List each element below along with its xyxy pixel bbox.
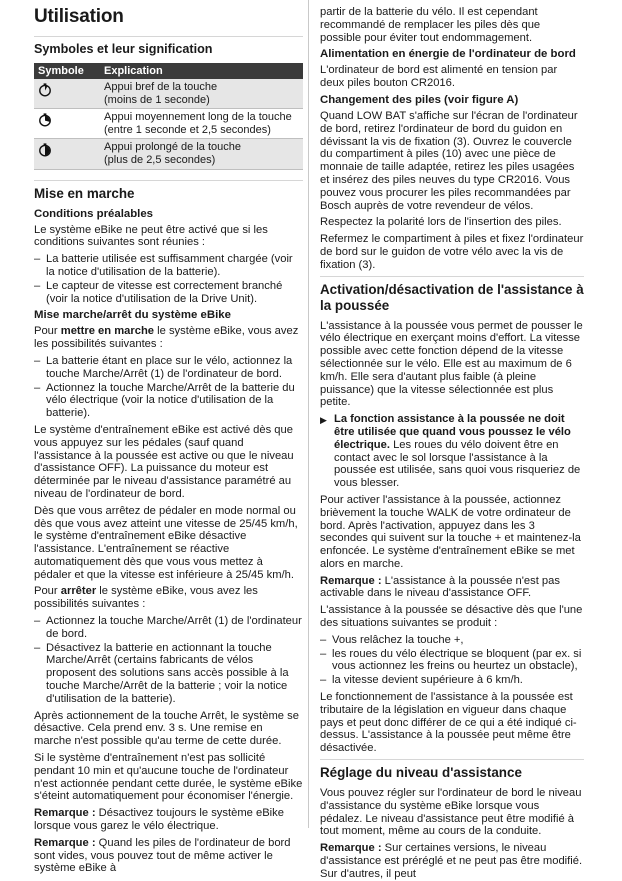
paragraph: Pour activer l'assistance à la poussée, actionnez brièvement la touche WALK de votre ordinateur de bord. Après l'activation, appuyez dans les 3 secondes qui suivent sur la touche + et maintenez-la enfoncée. Le système d'entraînement eBike se met alors en marche. [320, 493, 581, 570]
divider [34, 36, 303, 37]
section-heading-assist-level: Réglage du niveau d'assistance [320, 765, 522, 781]
explanation-line: Appui moyennement long de la touche [104, 111, 292, 124]
explanation-line: (moins de 1 seconde) [104, 93, 210, 106]
paragraph: Pour arrêter le système eBike, vous avez les possibilités suivantes : [34, 585, 258, 611]
divider [320, 276, 584, 277]
paragraph: Le système d'entraînement eBike est activé dès que vous appuyez sur les pédales (sauf quand l'assistance à la poussée est active ou que le niveau d'assistance OFF). La puissance du moteur est déterminée par le niveau d'assistance paramétré au niveau de l'ordinateur de bord. [34, 423, 294, 500]
subheading-on-off: Mise marche/arrêt du système eBike [34, 309, 231, 322]
section-heading-mise-en-marche: Mise en marche [34, 185, 135, 201]
list-item: – Le capteur de vitesse est correctement branché (voir la notice d'utilisation de la Drive Unit). [34, 280, 303, 306]
switch-on-list [34, 355, 303, 420]
list-item: – Actionnez la touche Marche/Arrêt de la batterie du vélo électrique (voir la notice d'utilisation de la batterie). [34, 382, 303, 420]
symbols-table-header [34, 63, 303, 79]
paragraph: Si le système d'entraînement n'est pas sollicité pendant 10 min et qu'aucune touche de l'ordinateur n'est actionnée pendant cette durée, le système eBike s'éteint automatiquement pour économiser l'énergie. [34, 752, 303, 803]
paragraph: Vous pouvez régler sur l'ordinateur de bord le niveau d'assistance du système eBike lorsque vous pédalez. Le niveau d'assistance peut être modifié à tout moment, même au cours de la conduite. [320, 787, 582, 838]
medium-press-icon [38, 113, 52, 127]
paragraph: L'assistance à la poussée vous permet de pousser le vélo électrique en exerçant moins d'effort. La vitesse possible avec cette fonction dépend de la vitesse sélectionnée sur le vélo. Elle est au maximum de 6 km/h. Elle sera d'autant plus faible (à pleine puissance) que la vitesse sélectionnée est plus petite. [320, 319, 583, 409]
warning-paragraph: ▶ La fonction assistance à la poussée ne doit être utilisée que quand vous poussez le vélo électrique. Les roues du vélo doivent être en contact avec le sol lorsque l'assistance à la poussée est utilisée, sans quoi vous risqueriez de vous blesser. [320, 413, 584, 490]
paragraph: L'assistance à la poussée se désactive dès que l'une des situations suivantes se produit : [320, 604, 583, 630]
list-item: – La batterie étant en place sur le vélo, actionnez la touche Marche/Arrêt (1) de l'ordinateur de bord. [34, 355, 303, 381]
divider [320, 759, 584, 760]
section-heading-push-assist: Activation/désactivation de l'assistance à la poussée [320, 281, 584, 313]
remark: Remarque : L'assistance à la poussée n'est pas activable dans le niveau d'assistance OFF. [320, 574, 560, 600]
paragraph: Pour mettre en marche le système eBike, vous avez les possibilités suivantes : [34, 325, 299, 351]
column-divider [308, 0, 309, 828]
table-row [34, 79, 303, 109]
subheading-battery-change: Changement des piles (voir figure A) [320, 93, 519, 106]
remark: Remarque : Sur certaines versions, le niveau d'assistance est préréglé et ne peut pas être modifié. Sur d'autres, il peut [320, 842, 583, 880]
paragraph: Le système eBike ne peut être activé que si les conditions suivantes sont réunies : [34, 223, 268, 249]
remark: Remarque : Quand les piles de l'ordinateur de bord sont vides, vous pouvez tout de même activer le système eBike à [34, 836, 291, 875]
explanation-line: Appui bref de la touche [104, 81, 218, 93]
paragraph: Respectez la polarité lors de l'insertion des piles. [320, 216, 562, 229]
long-press-icon [38, 143, 52, 157]
short-press-icon [38, 83, 52, 97]
paragraph: Dès que vous arrêtez de pédaler en mode normal ou dès que vous avez atteint une vitesse de 25/45 km/h, le système d'entraînement eBike désactive l'assistance. L'entraînement se réactive automatiquement dès que vous vous mettez à pédaler et que la vitesse est inférieure à 25/45 km/h. [34, 504, 298, 581]
paragraph: Le fonctionnement de l'assistance à la poussée est tributaire de la législation en vigueur dans chaque pays et peut donc différer de ce qui a été indiqué ci-dessus. L'assistance à la poussée peut même être désactivée. [320, 691, 577, 755]
paragraph: partir de la batterie du vélo. Il est cependant recommandé de remplacer les piles dès que possible pour éviter tout endommagement. [320, 6, 541, 44]
list-item: – les roues du vélo électrique se bloquent (par ex. si vous actionnez les freins ou heurtez un obstacle), [320, 648, 584, 674]
conditions-list [34, 253, 303, 305]
paragraph: Refermez le compartiment à piles et fixez l'ordinateur de bord sur le guidon de votre vélo avec la vis de fixation (3). [320, 233, 584, 271]
symbols-heading: Symboles et leur signification [34, 42, 213, 56]
push-deactivation-list [320, 634, 584, 687]
page-title: Utilisation [34, 6, 124, 27]
left-column [34, 0, 303, 875]
list-item: – Vous relâchez la touche +, [320, 634, 584, 647]
list-item: – La batterie utilisée est suffisamment chargée (voir la notice d'utilisation de la batterie). [34, 253, 303, 279]
list-item: – Désactivez la batterie en actionnant la touche Marche/Arrêt (certains fabricants de vélos proposent des solutions sans accès possible à la touche Marche/Arrêt de la batterie ; voir la notice d'utilisation de la batterie). [34, 642, 303, 706]
table-row [34, 109, 303, 139]
list-item: – la vitesse devient supérieure à 6 km/h. [320, 674, 584, 687]
subheading-power: Alimentation en énergie de l'ordinateur de bord [320, 48, 576, 61]
col-symbol-header: Symbole [34, 63, 100, 79]
table-row [34, 139, 303, 169]
list-item: – Actionnez la touche Marche/Arrêt (1) de l'ordinateur de bord. [34, 615, 303, 641]
paragraph: L'ordinateur de bord est alimenté en tension par deux piles bouton CR2016. [320, 64, 558, 90]
explanation-line: (entre 1 seconde et 2,5 secondes) [104, 123, 271, 136]
col-explanation-header: Explication [100, 63, 303, 79]
remark: Remarque : Désactivez toujours le système eBike lorsque vous garez le vélo électrique. [34, 807, 284, 833]
subheading-conditions: Conditions préalables [34, 207, 153, 220]
paragraph: Quand LOW BAT s'affiche sur l'écran de l'ordinateur de bord, retirez l'ordinateur de bord du guidon en dévissant la vis de fixation (3). Ouvrez le couvercle du compartiment à piles (10) avec une pièce de monnaie de taille adaptée, retirez les piles usagées et insérez des piles neuves du type CR2016. Vous pouvez vous procurer les piles recommandées par Bosch auprès de votre revendeur de vélos. [320, 109, 578, 212]
switch-off-list [34, 615, 303, 706]
symbols-table [34, 63, 303, 170]
divider [34, 180, 303, 181]
explanation-line: (plus de 2,5 secondes) [104, 153, 216, 166]
explanation-line: Appui prolongé de la touche [104, 141, 241, 154]
paragraph: Après actionnement de la touche Arrêt, le système se désactive. Cela prend env. 3 s. Une remise en marche n'est possible qu'au terme de cette durée. [34, 709, 299, 748]
right-column [320, 0, 584, 880]
